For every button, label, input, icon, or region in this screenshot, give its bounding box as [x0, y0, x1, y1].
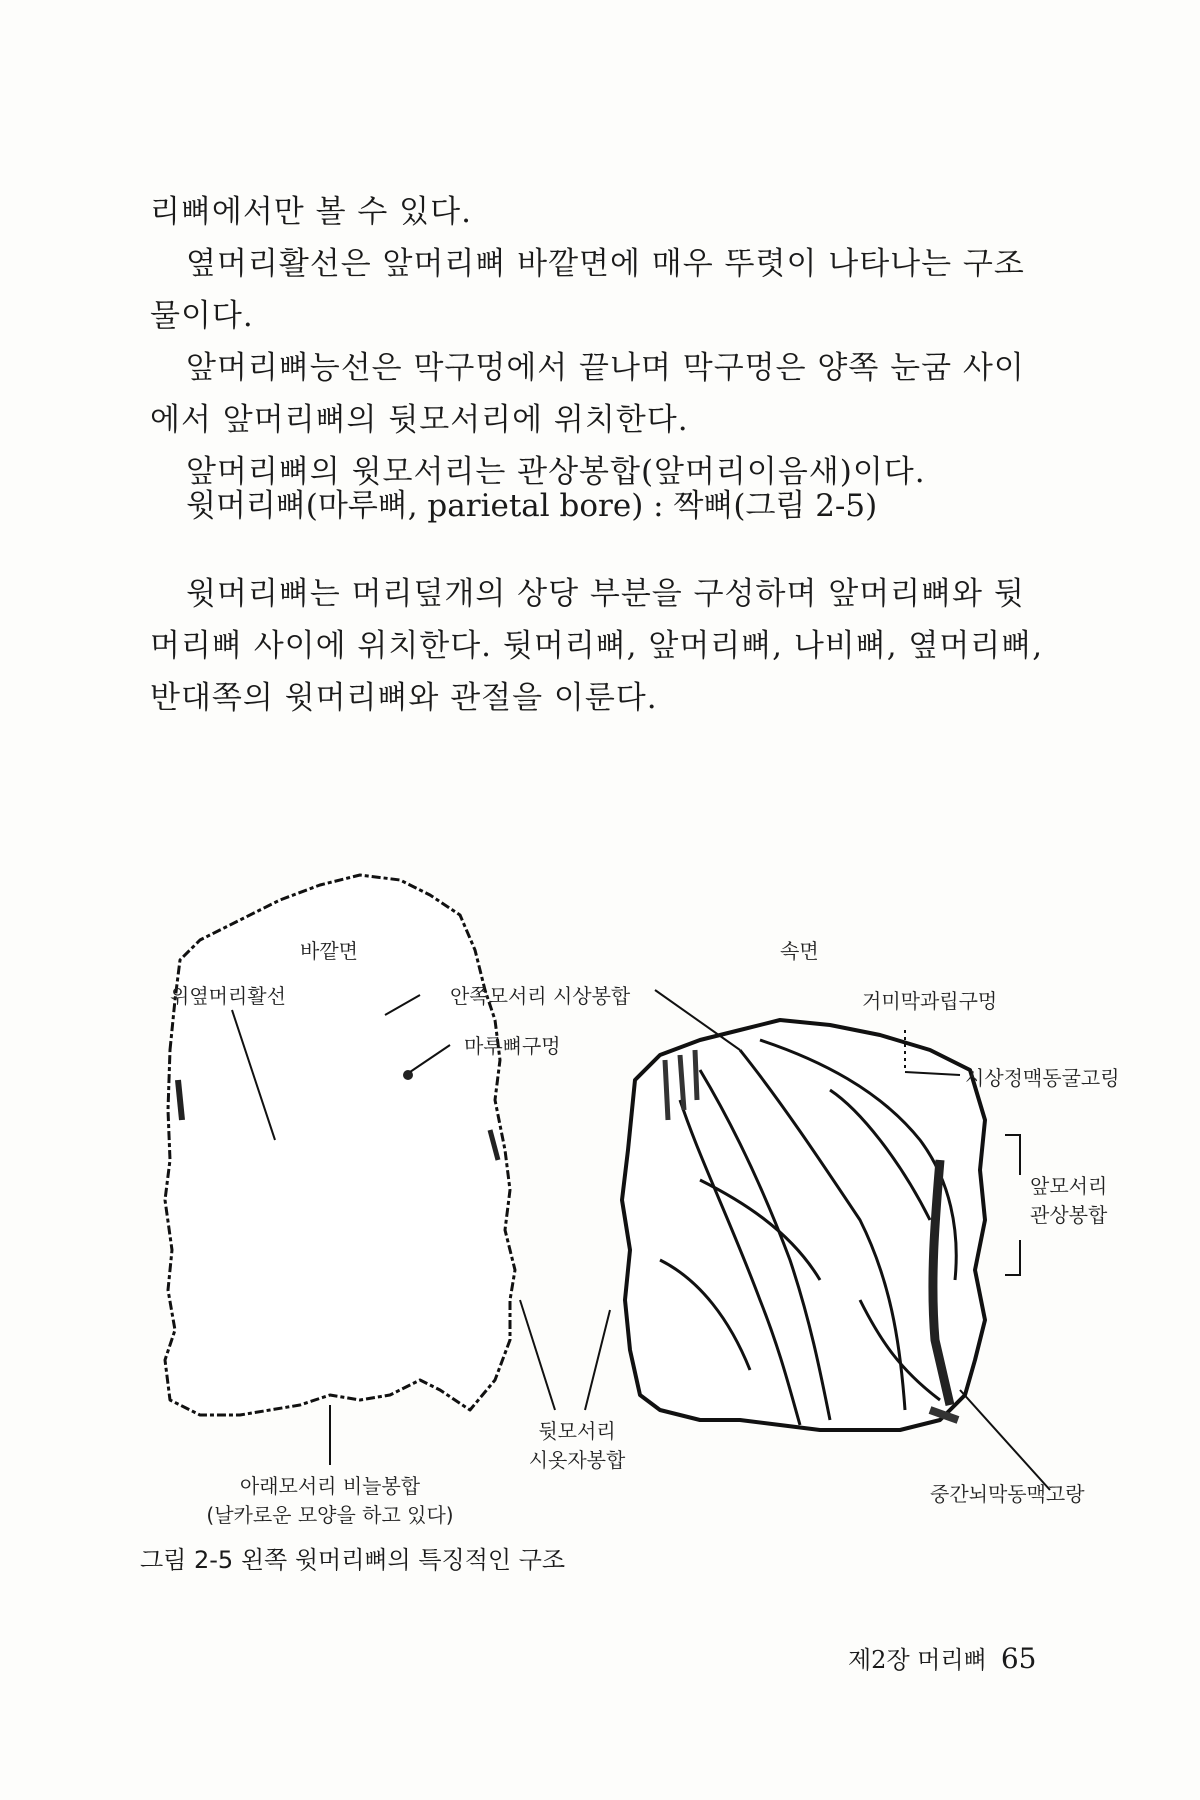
paragraph-frontal-crest: 앞머리뼈능선은 막구멍에서 끝나며 막구멍은 양쪽 눈굼 사이에서 앞머리뼈의 뒷모서리에 위치한다.	[150, 350, 1025, 438]
paragraph-continuation: 리뼈에서만 볼 수 있다.	[150, 194, 472, 230]
leader-posterior-right	[585, 1310, 610, 1410]
label-sagittal-suture-margin: 안쪽모서리 시상봉합	[450, 984, 631, 1008]
label-inferior-margin-line1: 아래모서리 비늘봉합	[239, 1474, 421, 1498]
section-body: 윗머리뼈는 머리덮개의 상당 부분을 구성하며 앞머리뼈와 뒷머리뼈 사이에 위치한다. 뒷머리뼈, 앞머리뼈, 나비뼈, 옆머리뼈, 반대쪽의 윗머리뼈와 관절을 이룬다.	[150, 576, 1044, 716]
label-anterior-margin-line1: 앞모서리	[1030, 1174, 1108, 1198]
paragraph-temporal-line: 옆머리활선은 앞머리뼈 바깥면에 매우 뚜렷이 나타나는 구조물이다.	[150, 246, 1025, 334]
inner-surface-bone	[622, 1020, 985, 1430]
leader-meningeal	[960, 1390, 1050, 1490]
leader-posterior-left	[520, 1300, 555, 1410]
bracket-anterior	[1005, 1135, 1020, 1275]
page-number: 65	[1000, 1642, 1037, 1675]
label-sagittal-sinus-groove: 시상정맥동굴고링	[965, 1066, 1120, 1090]
label-posterior-margin-line2: 시옷자봉합	[528, 1448, 626, 1472]
label-middle-meningeal-groove: 중간뇌막동맥고랑	[930, 1482, 1085, 1506]
footer-chapter: 제2장 머리뼈	[848, 1646, 987, 1674]
label-arachnoid-pits: 거미막과립구멍	[862, 989, 998, 1013]
section-heading: 윗머리뼈(마루뼈, parietal bore) : 짝뼈(그림 2-5)	[186, 488, 878, 524]
label-parietal-foramen: 마루뼈구멍	[464, 1034, 561, 1058]
label-inferior-margin-line2: (날카로운 모양을 하고 있다)	[206, 1503, 454, 1527]
label-posterior-margin	[522, 1415, 632, 1473]
figure-caption: 그림 2-5 왼쪽 윗머리뼈의 특징적인 구조	[140, 1546, 566, 1574]
label-inferior-margin	[200, 1470, 460, 1528]
label-inner-surface: 속면	[780, 939, 819, 963]
page-footer	[848, 1640, 1036, 1675]
label-anterior-margin-line2: 관상봉합	[1030, 1203, 1108, 1227]
label-anterior-margin	[1030, 1170, 1107, 1228]
label-posterior-margin-line1: 뒷모서리	[538, 1419, 616, 1443]
paragraph-coronal-suture: 앞머리뼈의 윗모서리는 관상봉합(앞머리이음새)이다.	[186, 454, 926, 490]
label-superior-temporal-line: 위옆머리활선	[170, 984, 286, 1008]
label-outer-surface: 바깥면	[300, 939, 358, 963]
